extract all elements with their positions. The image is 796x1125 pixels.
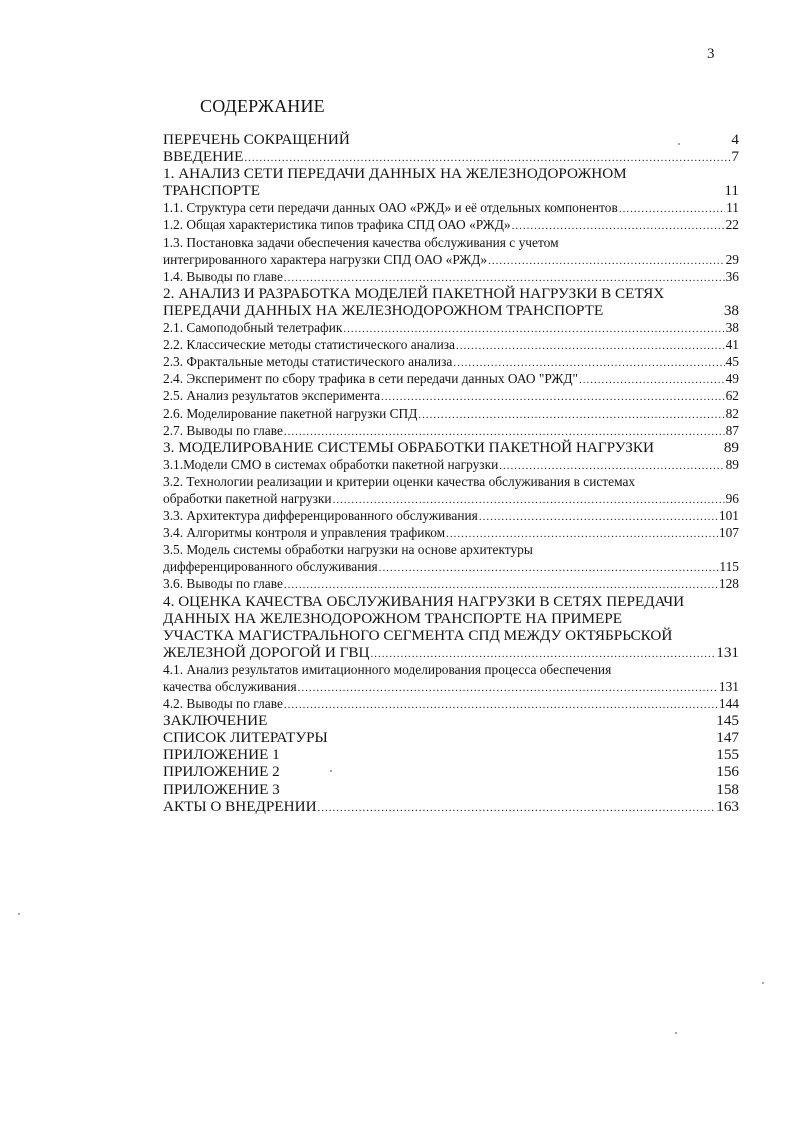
toc-entry-text: 2.6. Моделирование пакетной нагрузки СПД: [163, 405, 418, 421]
toc-entry-text: ДАННЫХ НА ЖЕЛЕЗНОДОРОЖНОМ ТРАНСПОРТЕ НА ПРИМЕРЕ: [163, 609, 623, 627]
toc-entry: [163, 763, 739, 780]
toc-entry-text: 3.4. Алгоритмы контроля и управления трафиком: [163, 525, 446, 541]
toc-entry-page: 131: [718, 679, 739, 694]
toc-entry-text: качества обслуживания: [163, 679, 297, 694]
toc-entry-text: 2.1. Самоподобный телетрафик: [163, 320, 343, 336]
toc-entry: [163, 456, 739, 473]
page-number: 3: [707, 46, 715, 62]
toc-entry-page: 96: [725, 490, 739, 506]
toc-entry-text: УЧАСТКА МАГИСТРАЛЬНОГО СЕГМЕНТА СПД МЕЖДУ ОКТЯБРЬСКОЙ: [163, 626, 673, 644]
toc-entry-page: 158: [716, 780, 739, 798]
toc-entry-text: 1. АНАЛИЗ СЕТИ ПЕРЕДАЧИ ДАННЫХ НА ЖЕЛЕЗНОДОРОЖНОМ: [163, 165, 627, 183]
toc-entry-text: 1.1. Структура сети передачи данных ОАО «РЖД» и её отдельных компонентов: [163, 200, 618, 216]
toc-entry-page: 156: [716, 763, 739, 781]
toc-entry: [163, 661, 739, 678]
toc-entry: [163, 370, 739, 387]
toc-entry-text: 2.7. Выводы по главе: [163, 422, 283, 438]
toc-entry-page: 36: [725, 268, 739, 284]
toc-entry-text: интегрированного характера нагрузки СПД ОАО «РЖД»: [163, 251, 488, 267]
toc-entry-text: 4. ОЦЕНКА КАЧЕСТВА ОБСЛУЖИВАНИЯ НАГРУЗКИ В СЕТЯХ ПЕРЕДАЧИ: [163, 592, 685, 610]
toc-entry: [163, 387, 739, 404]
toc-entry: [163, 131, 739, 148]
toc-entry-text: ПЕРЕЧЕНЬ СОКРАЩЕНИЙ: [163, 131, 350, 148]
toc-entry: [163, 610, 739, 627]
toc-entry-text: дифференцированного обслуживания: [163, 559, 378, 575]
toc-entry-text: ПРИЛОЖЕНИЕ 3: [163, 780, 280, 798]
toc-entry-page: 49: [725, 371, 739, 387]
toc-entry-text: 3.2. Технологии реализации и критерии оценки качества обслуживания в системах: [163, 473, 636, 489]
toc-entry-page: 163: [716, 797, 739, 815]
toc-entry-page: 87: [725, 422, 739, 438]
toc-entry-page: 131: [716, 643, 739, 661]
toc-entry: [163, 558, 739, 575]
toc-entry-text: 3.3. Архитектура дифференцированного обслуживания: [163, 508, 478, 524]
toc-entry-page: 11: [726, 200, 739, 216]
scan-speck: [762, 982, 764, 984]
scan-speck: [330, 770, 332, 772]
toc-entry-text: ВВЕДЕНИЕ: [163, 148, 244, 166]
toc-entry-page: 41: [725, 337, 739, 353]
toc-entry-text: ЗАКЛЮЧЕНИЕ: [163, 712, 268, 730]
toc-entry-text: 2. АНАЛИЗ И РАЗРАБОТКА МОДЕЛЕЙ ПАКЕТНОЙ НАГРУЗКИ В СЕТЯХ: [163, 284, 665, 302]
page-title: СОДЕРЖАНИЕ: [200, 96, 325, 116]
toc-entry: [163, 746, 739, 763]
toc-entry-text: ПЕРЕДАЧИ ДАННЫХ НА ЖЕЛЕЗНОДОРОЖНОМ ТРАНСПОРТЕ: [163, 301, 604, 319]
toc-entry: [163, 627, 739, 644]
toc-entry-page: 22: [725, 217, 739, 233]
toc-entry-page: 101: [718, 508, 739, 524]
toc-entry-page: 147: [716, 729, 739, 747]
scan-speck: [675, 1032, 677, 1034]
dot-leader: [318, 800, 716, 817]
toc-entry: [163, 781, 739, 798]
toc-entry-page: 145: [716, 712, 739, 730]
toc-entry: [163, 644, 739, 661]
toc-entry-page: 128: [718, 576, 739, 592]
toc-entry: [163, 593, 739, 610]
toc-entry: [163, 251, 739, 268]
toc-entry-text: СПИСОК ЛИТЕРАТУРЫ: [163, 729, 328, 747]
toc-entry-page: 7: [731, 148, 739, 166]
toc-entry-text: 3.5. Модель системы обработки нагрузки на основе архитектуры: [163, 542, 533, 558]
toc-entry: [163, 268, 739, 285]
toc-entry: [163, 575, 739, 592]
toc-entry: [163, 439, 739, 456]
toc-entry: [163, 285, 739, 302]
toc-entry: [163, 319, 739, 336]
toc-entry: [163, 541, 739, 558]
scan-speck: [678, 143, 680, 145]
toc-entry-text: 2.4. Эксперимент по сбору трафика в сети передачи данных ОАО "РЖД": [163, 371, 578, 387]
toc-entry-text: 2.5. Анализ результатов эксперимента: [163, 388, 381, 404]
toc-entry-page: 82: [725, 405, 739, 421]
toc-entry-text: 4.1. Анализ результатов имитационного моделирования процесса обеспечения: [163, 661, 612, 677]
toc-entry-text: 1.3. Постановка задачи обеспечения качества обслуживания с учетом: [163, 234, 559, 250]
toc-entry-text: ПРИЛОЖЕНИЕ 1: [163, 746, 280, 764]
toc-entry-page: 144: [718, 696, 739, 712]
toc-entry-text: 3.1.Модели СМО в системах обработки пакетной нагрузки: [163, 456, 499, 472]
table-of-contents: [163, 131, 739, 815]
toc-entry-text: обработки пакетной нагрузки: [163, 490, 332, 506]
toc-entry: [163, 524, 739, 541]
toc-entry-page: 115: [719, 559, 739, 575]
toc-entry-page: 11: [724, 182, 739, 200]
toc-entry: [163, 165, 739, 182]
toc-entry: [163, 798, 739, 815]
scan-speck: [18, 913, 20, 915]
toc-entry-text: 1.2. Общая характеристика типов трафика СПД ОАО «РЖД»: [163, 217, 511, 233]
toc-entry: [163, 302, 739, 319]
toc-entry: [163, 216, 739, 233]
toc-entry-text: ЖЕЛЕЗНОЙ ДОРОГОЙ И ГВЦ: [163, 643, 370, 661]
toc-entry: [163, 199, 739, 216]
toc-entry-text: 3.6. Выводы по главе: [163, 576, 283, 592]
toc-entry-page: 107: [718, 525, 739, 541]
toc-entry: [163, 234, 739, 251]
toc-entry-page: 38: [723, 301, 739, 319]
toc-entry-page: 89: [723, 438, 739, 456]
toc-entry: [163, 695, 739, 712]
toc-entry-text: 1.4. Выводы по главе: [163, 268, 283, 284]
toc-entry-page: 38: [725, 320, 739, 336]
toc-entry-text: 2.3. Фрактальные методы статистического анализа: [163, 354, 453, 370]
toc-entry-text: 4.2. Выводы по главе: [163, 696, 283, 712]
toc-entry: [163, 182, 739, 199]
toc-entry-page: 62: [725, 388, 739, 404]
toc-entry-page: 29: [725, 251, 739, 267]
toc-entry: [163, 507, 739, 524]
toc-entry: [163, 336, 739, 353]
toc-entry-text: ТРАНСПОРТЕ: [163, 182, 260, 200]
toc-entry: [163, 353, 739, 370]
toc-entry-text: АКТЫ О ВНЕДРЕНИИ: [163, 797, 317, 815]
toc-entry-page: 89: [725, 456, 739, 472]
toc-entry: [163, 712, 739, 729]
toc-entry-text: 2.2. Классические методы статистического анализа: [163, 337, 455, 353]
toc-entry: [163, 405, 739, 422]
toc-entry: [163, 729, 739, 746]
toc-entry: [163, 678, 739, 695]
toc-entry: [163, 422, 739, 439]
toc-entry: [163, 148, 739, 165]
toc-entry-text: 3. МОДЕЛИРОВАНИЕ СИСТЕМЫ ОБРАБОТКИ ПАКЕТНОЙ НАГРУЗКИ: [163, 438, 654, 456]
toc-entry-page: 155: [716, 746, 739, 764]
toc-entry: [163, 490, 739, 507]
toc-entry: [163, 473, 739, 490]
toc-entry-page: 45: [725, 354, 739, 370]
toc-entry-text: ПРИЛОЖЕНИЕ 2: [163, 763, 280, 781]
toc-entry-page: 4: [731, 131, 739, 148]
